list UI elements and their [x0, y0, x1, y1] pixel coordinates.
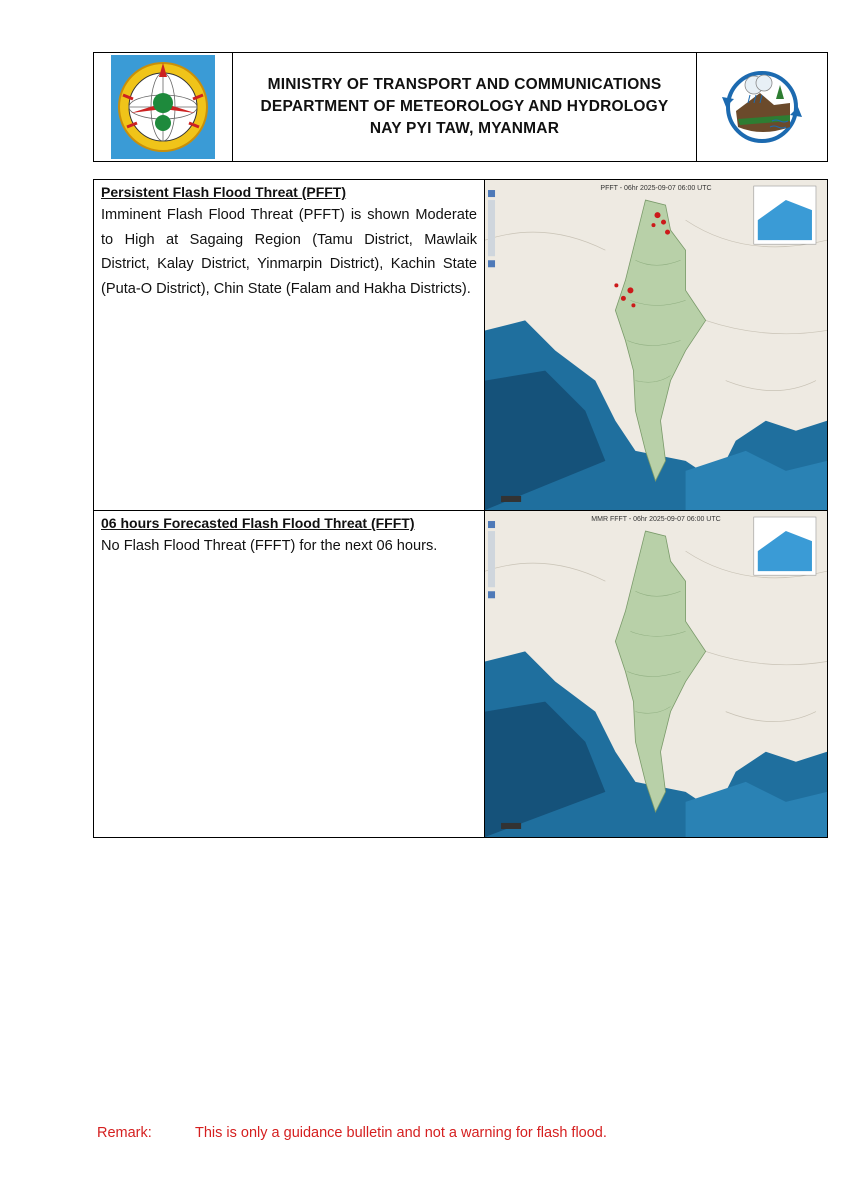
ministry-logo-cell	[94, 53, 233, 161]
ffft-row	[94, 511, 827, 837]
dmh-logo-cell	[696, 53, 827, 161]
pfft-row	[94, 180, 827, 511]
ffft-text-cell	[94, 511, 485, 837]
pfft-map-caption: PFFT - 06hr 2025-09-07 06:00 UTC	[600, 185, 712, 192]
ffft-title: 06 hours Forecasted Flash Flood Threat (FFFT)	[101, 515, 415, 531]
pfft-map[interactable]	[485, 180, 827, 510]
bulletin-table	[93, 179, 828, 838]
pfft-text-cell	[94, 180, 485, 510]
pfft-title: Persistent Flash Flood Threat (PFFT)	[101, 184, 347, 200]
ministry-emblem-icon	[111, 55, 215, 159]
ffft-map-image	[485, 511, 827, 837]
hydrology-cycle-icon	[710, 55, 814, 159]
remark-line	[97, 1125, 607, 1141]
remark-text: This is only a guidance bulletin and not a warning for flash flood.	[195, 1125, 607, 1141]
ministry-name: MINISTRY OF TRANSPORT AND COMMUNICATIONS	[267, 76, 662, 93]
header-title-block	[233, 53, 696, 161]
pfft-map-image	[485, 180, 827, 510]
location-name: NAY PYI TAW, MYANMAR	[369, 120, 560, 137]
department-name: DEPARTMENT OF METEOROLOGY AND HYDROLOGY	[260, 98, 669, 115]
pfft-description: Imminent Flash Flood Threat (PFFT) is shown Moderate to High at Sagaing Region (Tamu District, Mawlaik District, Kalay District, Yinmarpin District), Kachin State (Puta-O District), Chin State (Falam and Hakha Districts).	[101, 207, 477, 297]
header-box	[93, 52, 828, 162]
ffft-description: No Flash Flood Threat (FFFT) for the next 06 hours.	[101, 538, 438, 554]
ffft-map[interactable]	[485, 511, 827, 837]
ffft-map-caption: MMR FFFT - 06hr 2025-09-07 06:00 UTC	[591, 516, 721, 523]
remark-label: Remark:	[97, 1125, 152, 1141]
